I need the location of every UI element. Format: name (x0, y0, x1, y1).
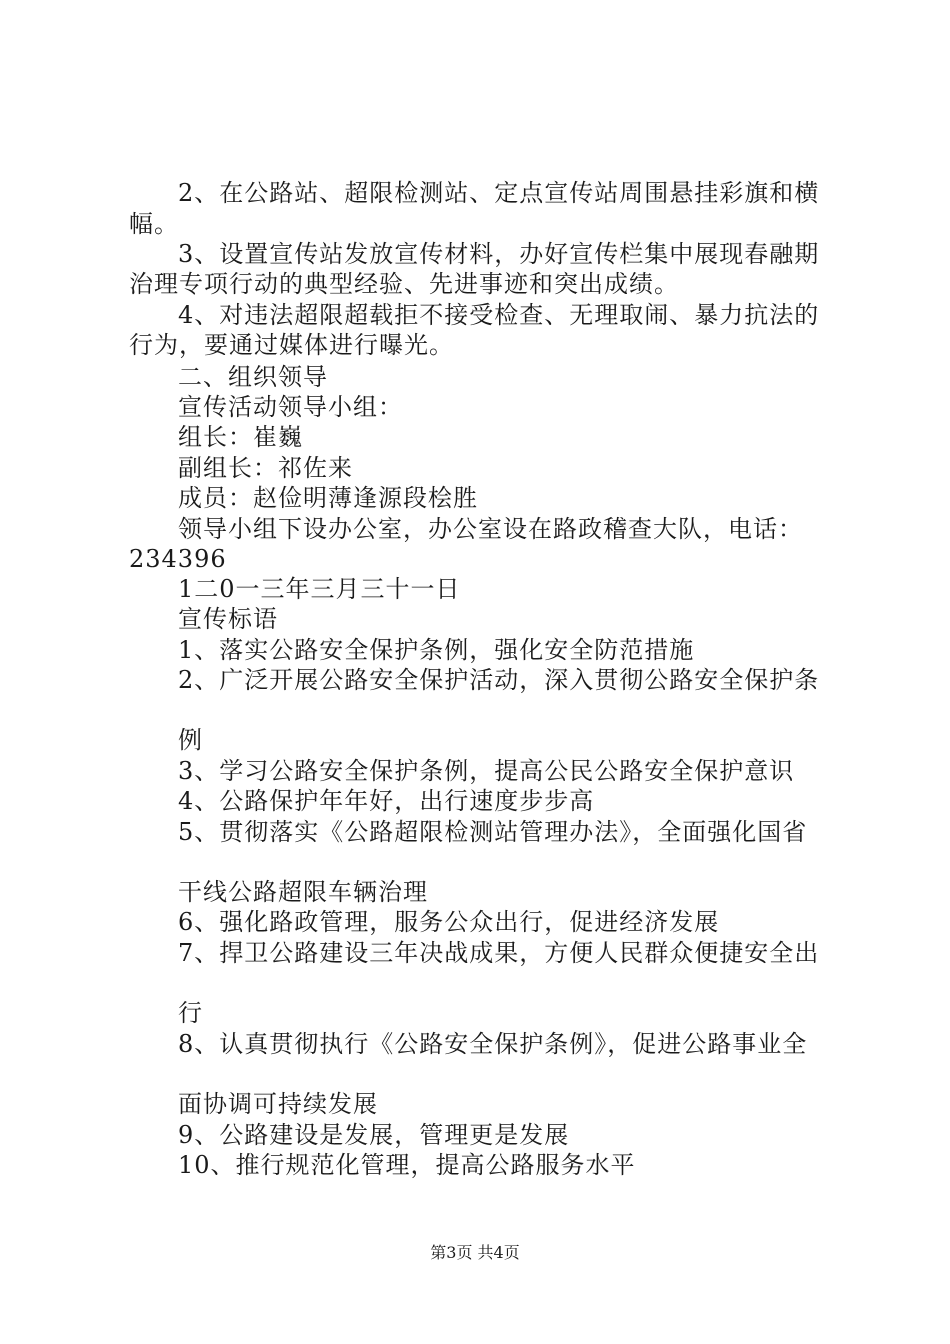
slogan-item: 5、贯彻落实《公路超限检测站管理办法》，全面强化国省 (178, 818, 808, 846)
text-line: 领导小组下设办公室，办公室设在路政稽查大队，电话： (178, 515, 803, 543)
slogan-item: 10、推行规范化管理，提高公路服务水平 (178, 1151, 636, 1179)
slogan-item: 7、捍卫公路建设三年决战成果，方便人民群众便捷安全出 (178, 939, 820, 967)
text-line: 治理专项行动的典型经验、先进事迹和突出成绩。 (129, 270, 679, 298)
text-line: 幅。 (129, 210, 179, 238)
slogan-item: 2、广泛开展公路安全保护活动，深入贯彻公路安全保护条 (178, 666, 820, 694)
text-line: 成员：赵俭明薄逢源段桧胜 (178, 484, 478, 512)
text-line: 副组长：祁佐来 (178, 454, 353, 482)
slogan-item: 8、认真贯彻执行《公路安全保护条例》，促进公路事业全 (178, 1030, 808, 1058)
text-line: 组长：崔巍 (178, 423, 303, 451)
text-line: 宣传活动领导小组： (178, 393, 403, 421)
section-heading: 宣传标语 (178, 605, 278, 633)
text-line: 3、设置宣传站发放宣传材料，办好宣传栏集中展现春融期 (178, 240, 820, 268)
slogan-item-continuation: 行 (178, 999, 203, 1027)
date-line: 1二0一三年三月三十一日 (178, 575, 461, 603)
page-number-footer: 第3页 共4页 (430, 1243, 520, 1262)
slogan-item-continuation: 干线公路超限车辆治理 (178, 878, 428, 906)
slogan-item: 4、公路保护年年好，出行速度步步高 (178, 787, 595, 815)
slogan-item: 3、学习公路安全保护条例，提高公民公路安全保护意识 (178, 757, 795, 785)
slogan-item: 1、落实公路安全保护条例，强化安全防范措施 (178, 636, 695, 664)
slogan-item-continuation: 例 (178, 726, 203, 754)
phone-number: 234396 (129, 545, 227, 573)
text-line: 行为，要通过媒体进行曝光。 (129, 331, 454, 359)
slogan-item-continuation: 面协调可持续发展 (178, 1090, 378, 1118)
section-heading: 二、组织领导 (178, 363, 328, 391)
slogan-item: 9、公路建设是发展，管理更是发展 (178, 1121, 570, 1149)
slogan-item: 6、强化路政管理，服务公众出行，促进经济发展 (178, 908, 720, 936)
text-line: 2、在公路站、超限检测站、定点宣传站周围悬挂彩旗和横 (178, 179, 820, 207)
text-line: 4、对违法超限超载拒不接受检查、无理取闹、暴力抗法的 (178, 301, 820, 329)
